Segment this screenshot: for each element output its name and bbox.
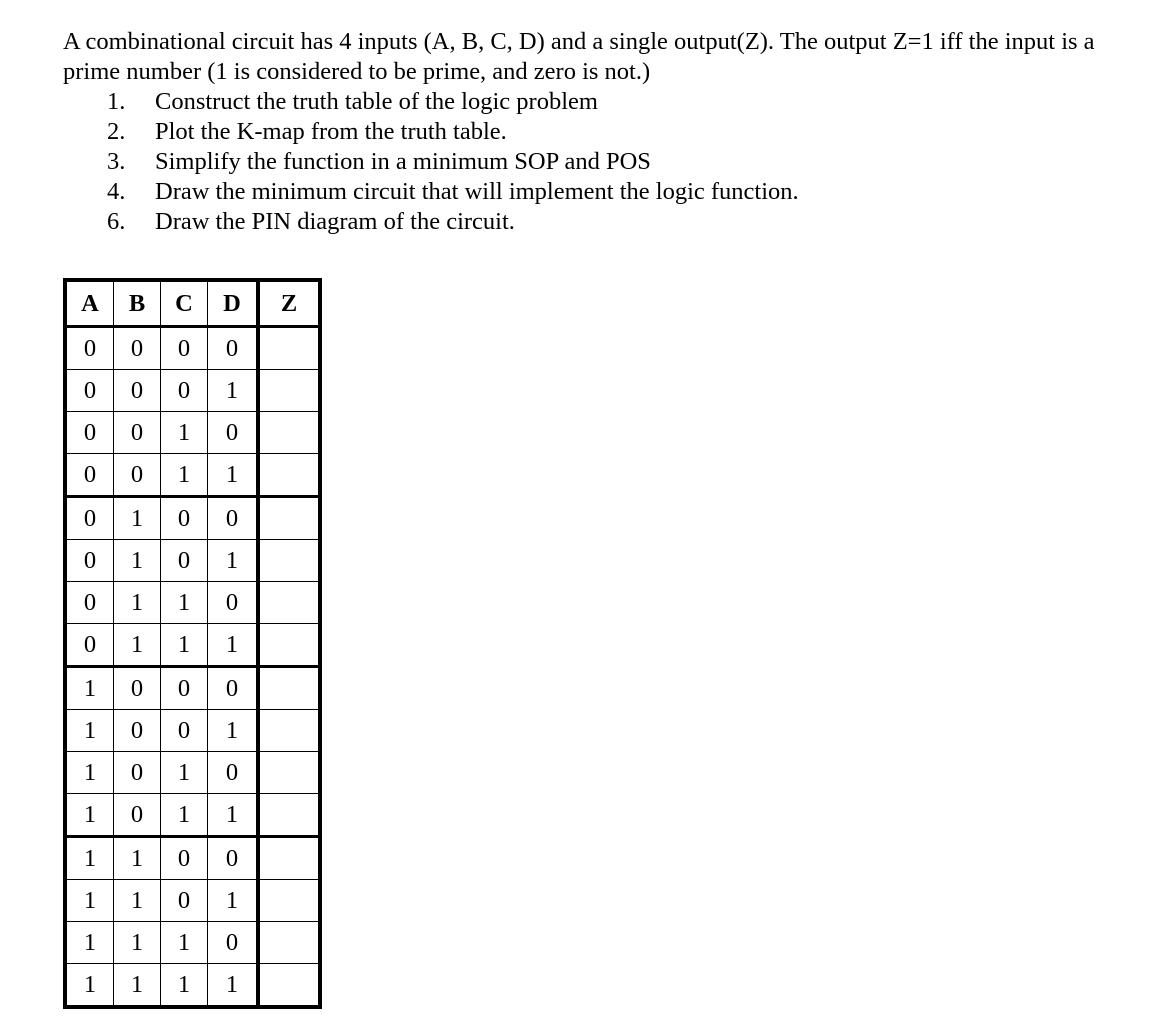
table-row <box>65 370 320 412</box>
cell-b: 0 <box>114 327 161 370</box>
header-d: D <box>208 280 259 327</box>
cell-d: 1 <box>208 454 259 497</box>
cell-b: 1 <box>114 880 161 922</box>
cell-c: 1 <box>161 624 208 667</box>
cell-b: 1 <box>114 540 161 582</box>
table-row <box>65 667 320 710</box>
cell-b: 0 <box>114 370 161 412</box>
cell-c: 0 <box>161 540 208 582</box>
cell-d: 0 <box>208 752 259 794</box>
table-row <box>65 964 320 1008</box>
task-text: Draw the minimum circuit that will implement the logic function. <box>155 178 799 205</box>
cell-d: 0 <box>208 497 259 540</box>
cell-b: 1 <box>114 624 161 667</box>
cell-z[interactable] <box>258 880 320 922</box>
cell-a: 1 <box>65 752 114 794</box>
cell-z[interactable] <box>258 922 320 964</box>
cell-d: 1 <box>208 964 259 1008</box>
cell-a: 1 <box>65 922 114 964</box>
cell-d: 0 <box>208 582 259 624</box>
cell-z[interactable] <box>258 710 320 752</box>
cell-b: 0 <box>114 794 161 837</box>
cell-z[interactable] <box>258 964 320 1008</box>
table-row <box>65 880 320 922</box>
cell-c: 1 <box>161 752 208 794</box>
cell-a: 0 <box>65 454 114 497</box>
table-row <box>65 837 320 880</box>
cell-a: 1 <box>65 964 114 1008</box>
cell-c: 0 <box>161 370 208 412</box>
cell-c: 1 <box>161 794 208 837</box>
task-number: 2. <box>107 118 126 145</box>
cell-z[interactable] <box>258 370 320 412</box>
cell-c: 1 <box>161 582 208 624</box>
cell-z[interactable] <box>258 837 320 880</box>
cell-z[interactable] <box>258 794 320 837</box>
table-row <box>65 922 320 964</box>
cell-a: 1 <box>65 710 114 752</box>
table-row <box>65 710 320 752</box>
task-item <box>63 117 799 147</box>
truth-table-body <box>65 327 320 1008</box>
cell-d: 0 <box>208 922 259 964</box>
task-text: Plot the K-map from the truth table. <box>155 118 507 145</box>
cell-d: 1 <box>208 794 259 837</box>
cell-a: 1 <box>65 794 114 837</box>
cell-z[interactable] <box>258 582 320 624</box>
cell-d: 0 <box>208 667 259 710</box>
cell-d: 1 <box>208 624 259 667</box>
table-row <box>65 540 320 582</box>
task-item <box>63 207 799 237</box>
cell-c: 0 <box>161 667 208 710</box>
task-number: 1. <box>107 88 126 115</box>
cell-a: 0 <box>65 370 114 412</box>
cell-b: 1 <box>114 922 161 964</box>
cell-b: 0 <box>114 667 161 710</box>
task-text: Draw the PIN diagram of the circuit. <box>155 208 515 235</box>
cell-b: 1 <box>114 582 161 624</box>
table-row <box>65 454 320 497</box>
cell-d: 1 <box>208 880 259 922</box>
cell-z[interactable] <box>258 667 320 710</box>
table-row <box>65 624 320 667</box>
cell-b: 0 <box>114 710 161 752</box>
task-item <box>63 87 799 117</box>
cell-a: 1 <box>65 837 114 880</box>
problem-statement: A combinational circuit has 4 inputs (A, B, C, D) and a single output(Z). The output Z=1 iff the input is a prime number (1 is considered to be prime, and zero is not.) <box>63 28 1095 85</box>
cell-a: 0 <box>65 582 114 624</box>
table-row <box>65 327 320 370</box>
task-text: Construct the truth table of the logic problem <box>155 88 598 115</box>
task-list <box>63 87 799 237</box>
cell-a: 1 <box>65 880 114 922</box>
cell-c: 0 <box>161 327 208 370</box>
cell-d: 0 <box>208 412 259 454</box>
cell-b: 1 <box>114 837 161 880</box>
header-b: B <box>114 280 161 327</box>
table-row <box>65 582 320 624</box>
task-number: 6. <box>107 208 126 235</box>
cell-z[interactable] <box>258 454 320 497</box>
task-number: 4. <box>107 178 126 205</box>
task-number: 3. <box>107 148 126 175</box>
task-item <box>63 177 799 207</box>
cell-z[interactable] <box>258 540 320 582</box>
cell-a: 0 <box>65 412 114 454</box>
cell-d: 1 <box>208 370 259 412</box>
cell-b: 0 <box>114 752 161 794</box>
cell-a: 0 <box>65 327 114 370</box>
header-a: A <box>65 280 114 327</box>
cell-z[interactable] <box>258 497 320 540</box>
cell-b: 1 <box>114 497 161 540</box>
table-row <box>65 497 320 540</box>
cell-z[interactable] <box>258 327 320 370</box>
cell-c: 0 <box>161 497 208 540</box>
truth-table <box>63 278 322 1009</box>
cell-d: 0 <box>208 327 259 370</box>
cell-b: 1 <box>114 964 161 1008</box>
table-row <box>65 752 320 794</box>
cell-c: 1 <box>161 454 208 497</box>
table-row <box>65 412 320 454</box>
cell-a: 1 <box>65 667 114 710</box>
cell-c: 1 <box>161 922 208 964</box>
header-c: C <box>161 280 208 327</box>
cell-c: 0 <box>161 710 208 752</box>
cell-z[interactable] <box>258 412 320 454</box>
cell-z[interactable] <box>258 624 320 667</box>
cell-c: 1 <box>161 412 208 454</box>
cell-d: 1 <box>208 710 259 752</box>
cell-a: 0 <box>65 540 114 582</box>
task-text: Simplify the function in a minimum SOP and POS <box>155 148 651 175</box>
cell-a: 0 <box>65 624 114 667</box>
cell-b: 0 <box>114 454 161 497</box>
task-item <box>63 147 799 177</box>
cell-a: 0 <box>65 497 114 540</box>
truth-table-header <box>65 280 320 327</box>
cell-c: 0 <box>161 837 208 880</box>
cell-d: 0 <box>208 837 259 880</box>
cell-b: 0 <box>114 412 161 454</box>
cell-z[interactable] <box>258 752 320 794</box>
cell-c: 0 <box>161 880 208 922</box>
header-z: Z <box>258 280 320 327</box>
cell-d: 1 <box>208 540 259 582</box>
table-row <box>65 794 320 837</box>
cell-c: 1 <box>161 964 208 1008</box>
